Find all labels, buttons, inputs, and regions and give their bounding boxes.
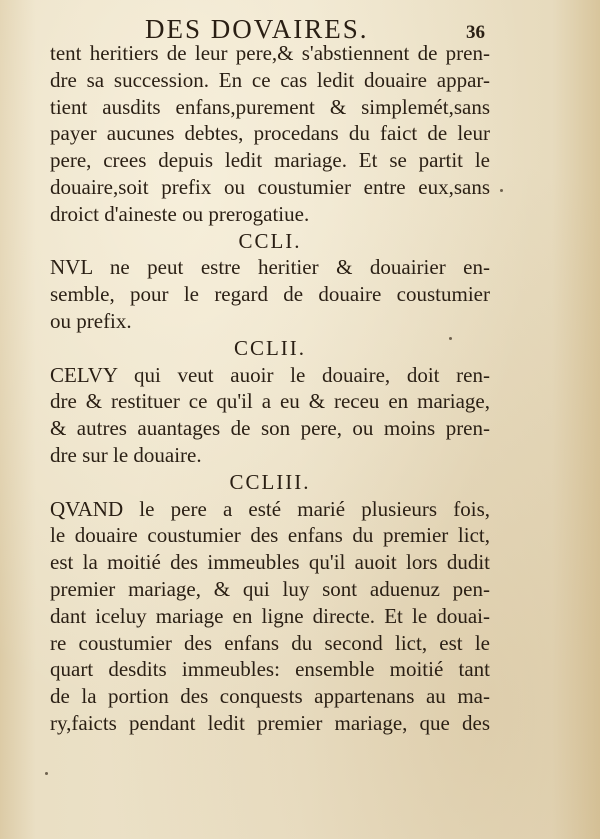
- text-line: droict d'aineste ou prerogatiue.: [50, 201, 310, 226]
- text-line: dre sa succession. En ce cas ledit douaire appar-: [50, 67, 490, 92]
- text-line: semble, pour le regard de douaire coustumier: [50, 282, 490, 307]
- ink-speck: [500, 189, 503, 192]
- ink-speck: [45, 772, 48, 775]
- text-line: ry,faicts pendant ledit premier mariage, que des: [50, 710, 490, 735]
- text-line: re coustumier des enfans du second lict, est le: [50, 630, 490, 655]
- text-line: premier mariage, & qui luy sont aduenuz pen-: [50, 576, 490, 601]
- running-head: DES DOVAIRES.: [145, 14, 369, 44]
- text-line: le douaire coustumier des enfans du premier lict,: [50, 523, 490, 548]
- text-line: dant iceluy mariage en ligne directe. Et le douai-: [50, 603, 490, 628]
- text-line: douaire,soit prefix ou coustumier entre eux,sans: [50, 174, 490, 199]
- text-line: NVL ne peut estre heritier & douairier en-: [50, 255, 490, 280]
- body-text: [50, 40, 490, 737]
- ink-speck: [449, 337, 452, 340]
- text-line: dre & restituer ce qu'il a eu & receu en mariage,: [50, 389, 490, 414]
- text-line: de la portion des conquests appartenans au ma-: [50, 684, 490, 709]
- text-line: & autres auantages de son pere, ou moins pren-: [50, 416, 490, 441]
- text-line: est la moitié des immeubles qu'il auoit lors dudit: [50, 550, 490, 575]
- text-line: ou prefix.: [50, 308, 132, 333]
- text-line: QVAND le pere a esté marié plusieurs fois,: [50, 496, 490, 521]
- text-line: tient ausdits enfans,purement & simplemét,sans: [50, 94, 490, 119]
- text-line: dre sur le douaire.: [50, 442, 202, 467]
- page-number: 36: [466, 22, 485, 43]
- text-line: payer aucunes debtes, procedans du faict de leur: [50, 121, 490, 146]
- text-line: CELVY qui veut auoir le douaire, doit ren-: [50, 362, 490, 387]
- article-number: CCLI.: [238, 228, 302, 253]
- text-line: quart desdits immeubles: ensemble moitié tant: [50, 657, 490, 682]
- article-number: CCLII.: [233, 335, 307, 360]
- article-number: CCLIII.: [229, 469, 311, 494]
- text-line: tent heritiers de leur pere,& s'abstiennent de pren-: [50, 41, 490, 65]
- text-line: pere, crees depuis ledit mariage. Et se partit le: [50, 148, 490, 173]
